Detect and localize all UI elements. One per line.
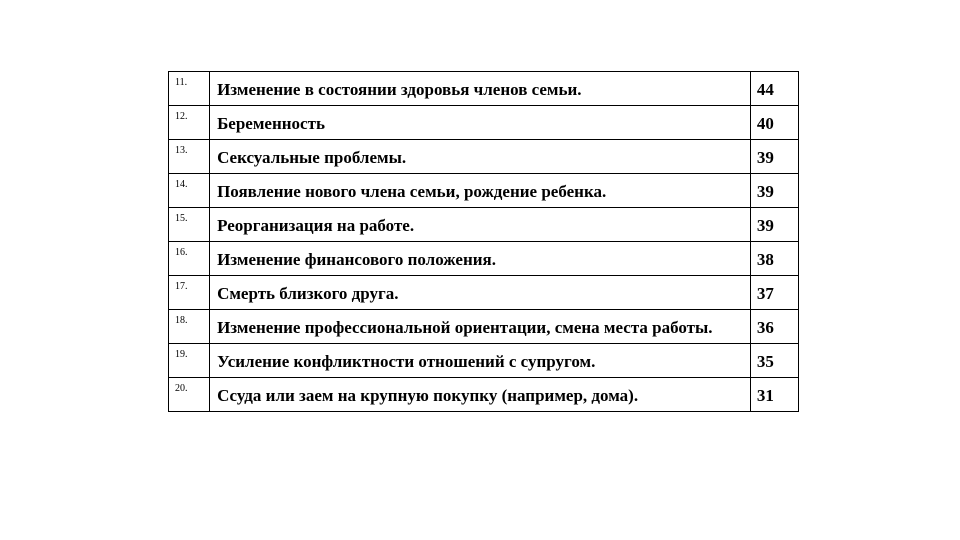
table-row bbox=[169, 174, 799, 208]
event-score: 39 bbox=[750, 140, 798, 174]
row-number: 12. bbox=[169, 106, 210, 140]
row-number: 13. bbox=[169, 140, 210, 174]
table-row bbox=[169, 276, 799, 310]
event-score: 39 bbox=[750, 208, 798, 242]
event-text: Сексуальные проблемы. bbox=[210, 140, 751, 174]
table-row bbox=[169, 242, 799, 276]
table-row bbox=[169, 344, 799, 378]
table-row bbox=[169, 208, 799, 242]
table-row bbox=[169, 140, 799, 174]
row-number: 14. bbox=[169, 174, 210, 208]
event-text: Изменение профессиональной ориентации, смена места работы. bbox=[210, 310, 751, 344]
row-number: 19. bbox=[169, 344, 210, 378]
row-number: 16. bbox=[169, 242, 210, 276]
table-body bbox=[169, 72, 799, 412]
event-text: Изменение в состоянии здоровья членов семьи. bbox=[210, 72, 751, 106]
event-text: Усиление конфликтности отношений с супругом. bbox=[210, 344, 751, 378]
event-text: Беременность bbox=[210, 106, 751, 140]
event-score: 40 bbox=[750, 106, 798, 140]
row-number: 20. bbox=[169, 378, 210, 412]
event-text: Реорганизация на работе. bbox=[210, 208, 751, 242]
event-score: 36 bbox=[750, 310, 798, 344]
event-score: 37 bbox=[750, 276, 798, 310]
event-score: 38 bbox=[750, 242, 798, 276]
row-number: 18. bbox=[169, 310, 210, 344]
life-events-table bbox=[168, 71, 799, 412]
row-number: 15. bbox=[169, 208, 210, 242]
event-score: 35 bbox=[750, 344, 798, 378]
event-score: 31 bbox=[750, 378, 798, 412]
event-text: Ссуда или заем на крупную покупку (например, дома). bbox=[210, 378, 751, 412]
event-text: Появление нового члена семьи, рождение ребенка. bbox=[210, 174, 751, 208]
event-score: 39 bbox=[750, 174, 798, 208]
table-row bbox=[169, 310, 799, 344]
event-text: Изменение финансового положения. bbox=[210, 242, 751, 276]
table-row bbox=[169, 106, 799, 140]
row-number: 17. bbox=[169, 276, 210, 310]
table-row bbox=[169, 72, 799, 106]
event-score: 44 bbox=[750, 72, 798, 106]
event-text: Смерть близкого друга. bbox=[210, 276, 751, 310]
row-number: 11. bbox=[169, 72, 210, 106]
table-row bbox=[169, 378, 799, 412]
